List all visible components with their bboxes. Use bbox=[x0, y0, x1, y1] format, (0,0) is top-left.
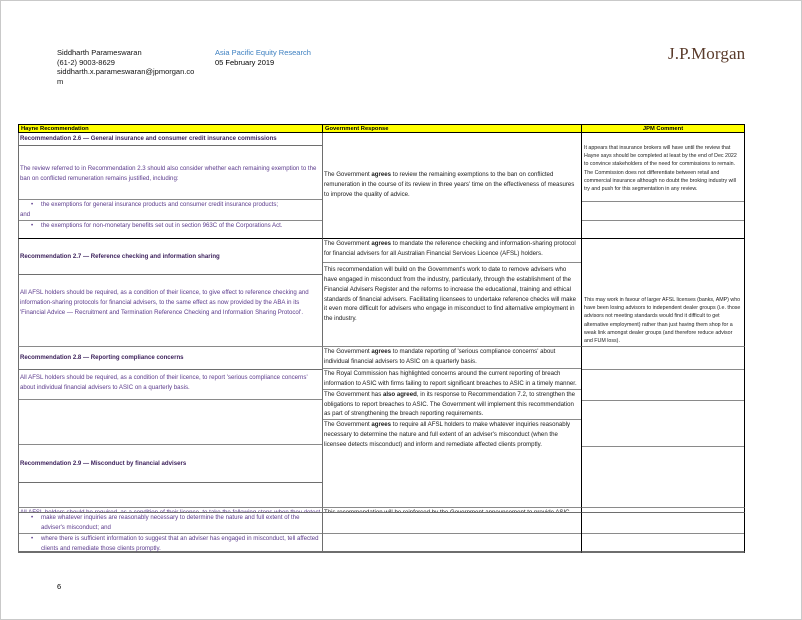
rec-2-6-title: Recommendation 2.6 — General insurance and consumer credit insurance commissions bbox=[19, 133, 322, 146]
rec-2-6-response-text: The Government agrees to review the remaining exemptions to the ban on conflicted remuneration in the course of its review in three years' time on the effectiveness of measures to improve the quality of advice. bbox=[324, 171, 575, 198]
rec-2-6-comment bbox=[582, 133, 745, 239]
rec-2-8-comment bbox=[582, 347, 745, 508]
jpmorgan-logo: J.P.Morgan bbox=[668, 44, 746, 63]
rec-2-6-bullet-1: • the exemptions for general insurance products and consumer credit insurance products; bbox=[19, 200, 322, 210]
rec-2-8-response-3: The Government has also agreed, in its response to Recommendation 7.2, to strengthen the obligations to report breaches to ASIC. The Government will implement this recommendation as part of strengthening the breach reporting requirements. bbox=[324, 390, 576, 418]
rec-2-7-response-1: The Government agrees to mandate the reference checking and information-sharing protocol for financial advisers for all Australian Financial Services Licence (AFSL) holders. bbox=[324, 240, 576, 257]
rec-2-9-bullet-1: • make whatever inquiries are reasonably necessary to determine the nature and full extent of the adviser's misconduct; and bbox=[19, 513, 322, 533]
rec-2-7-cell bbox=[18, 239, 323, 347]
agrees-bold: agrees bbox=[371, 171, 392, 178]
author-phone: (61-2) 9003-8629 bbox=[57, 57, 115, 67]
rec-2-6-response bbox=[323, 133, 582, 239]
rec-2-9-bullets bbox=[18, 512, 745, 552]
author-email-tail[interactable]: m bbox=[57, 76, 64, 86]
report-date: 05 February 2019 bbox=[215, 57, 275, 67]
research-block bbox=[215, 48, 311, 67]
rec-2-8-response-2: The Royal Commission has highlighted concerns around the current reporting of breach information to ASIC with firms failing to report significant breaches to ASIC in a timely manner. bbox=[324, 369, 577, 387]
author-block bbox=[57, 48, 194, 86]
rec-2-6-cell bbox=[18, 133, 323, 239]
rec-2-8-cell bbox=[18, 347, 323, 508]
rec-2-8-title: Recommendation 2.8 — Reporting compliance concerns bbox=[19, 347, 322, 370]
col-header-government: Government Response bbox=[323, 124, 582, 133]
rec-2-9-response-1: The Government agrees to require all AFSL holders to make whatever inquiries reasonably necessary to determine the nature and full extent of an adviser's misconduct (when the licensee detects misconduct) and inform and remediate affected clients promptly. bbox=[324, 421, 571, 449]
page-number: 6 bbox=[57, 582, 62, 591]
col-header-hayne: Hayne Recommendation bbox=[18, 124, 323, 133]
rec-2-6-body: The review referred to in Recommendation 2.3 should also consider whether each remaining exemption to the ban on conflicted remuneration remains justified, including: bbox=[20, 165, 317, 182]
rec-2-7-title: Recommendation 2.7 — Reference checking and information sharing bbox=[19, 239, 322, 275]
rec-2-8-body: All AFSL holders should be required, as a condition of their licence, to report 'serious compliance concerns' about individual financial advisers to ASIC on a quarterly basis. bbox=[20, 374, 308, 391]
rec-2-6-comment-text: It appears that insurance brokers will have until the review that Hayne says should be completed at least by the end of Dec 2022 to convince stakeholders of the need for commissions to remain. The Commission does not differentiate between retail and commercial insurance although no doubt the broking industry will try and push for this segmentation in any review. bbox=[584, 145, 737, 193]
rec-2-7-comment bbox=[582, 239, 745, 347]
author-name: Siddharth Parameswaran bbox=[57, 48, 142, 57]
rec-2-9-title: Recommendation 2.9 — Misconduct by financial advisers bbox=[19, 446, 322, 483]
research-series: Asia Pacific Equity Research bbox=[215, 48, 311, 57]
rec-2-8-response bbox=[323, 347, 582, 508]
rec-2-7-comment-text: This may work in favour of larger AFSL licenses (banks, AMP) who have been losing advisors to independent dealer groups (i.e. those advisors not meeting standards would find it difficult to get alternative employment) rather than just having them shop for a weak link amongst dealer groups (and therefore reduce advisor and FUM loss). bbox=[584, 297, 741, 345]
rec-2-7-body: All AFSL holders should be required, as a condition of their licence, to give effect to reference checking and information-sharing protocols for financial advisers, to the same effect as now provided by the ABA in its 'Financial Advice — Recruitment and Termination Reference Checking and Information Sharing Protocol'. bbox=[20, 289, 309, 316]
rec-2-8-response-1: The Government agrees to mandate reporting of 'serious compliance concerns' about individual financial advisers to ASIC on a quarterly basis. bbox=[324, 348, 556, 365]
rec-2-6-and: and bbox=[20, 210, 31, 218]
rec-2-7-response bbox=[323, 239, 582, 347]
recommendations-table bbox=[18, 124, 745, 553]
rec-2-6-bullet-2: • the exemptions for non-monetary benefits set out in section 963C of the Corporations Act. bbox=[19, 221, 322, 231]
author-email[interactable]: siddharth.x.parameswaran@jpmorgan.co bbox=[57, 67, 195, 77]
rec-2-7-response-2: This recommendation will build on the Government's work to date to remove advisers who have engaged in misconduct from the industry, particularly, through the establishment of the Financial Advisers Register and the reforms to increase the educational, training and ethical standards of financial advisers. Facilitating licensees to undertake reference checks will make it even more difficult for advisers who engage in misconduct to find alternative employment in the industry. bbox=[324, 265, 576, 323]
rec-2-9-bullet-2: • where there is sufficient information to suggest that an adviser has engaged in misconduct, tell affected clients and remediate those clients promptly. bbox=[19, 534, 322, 554]
col-header-jpm: JPM Comment bbox=[582, 124, 745, 133]
